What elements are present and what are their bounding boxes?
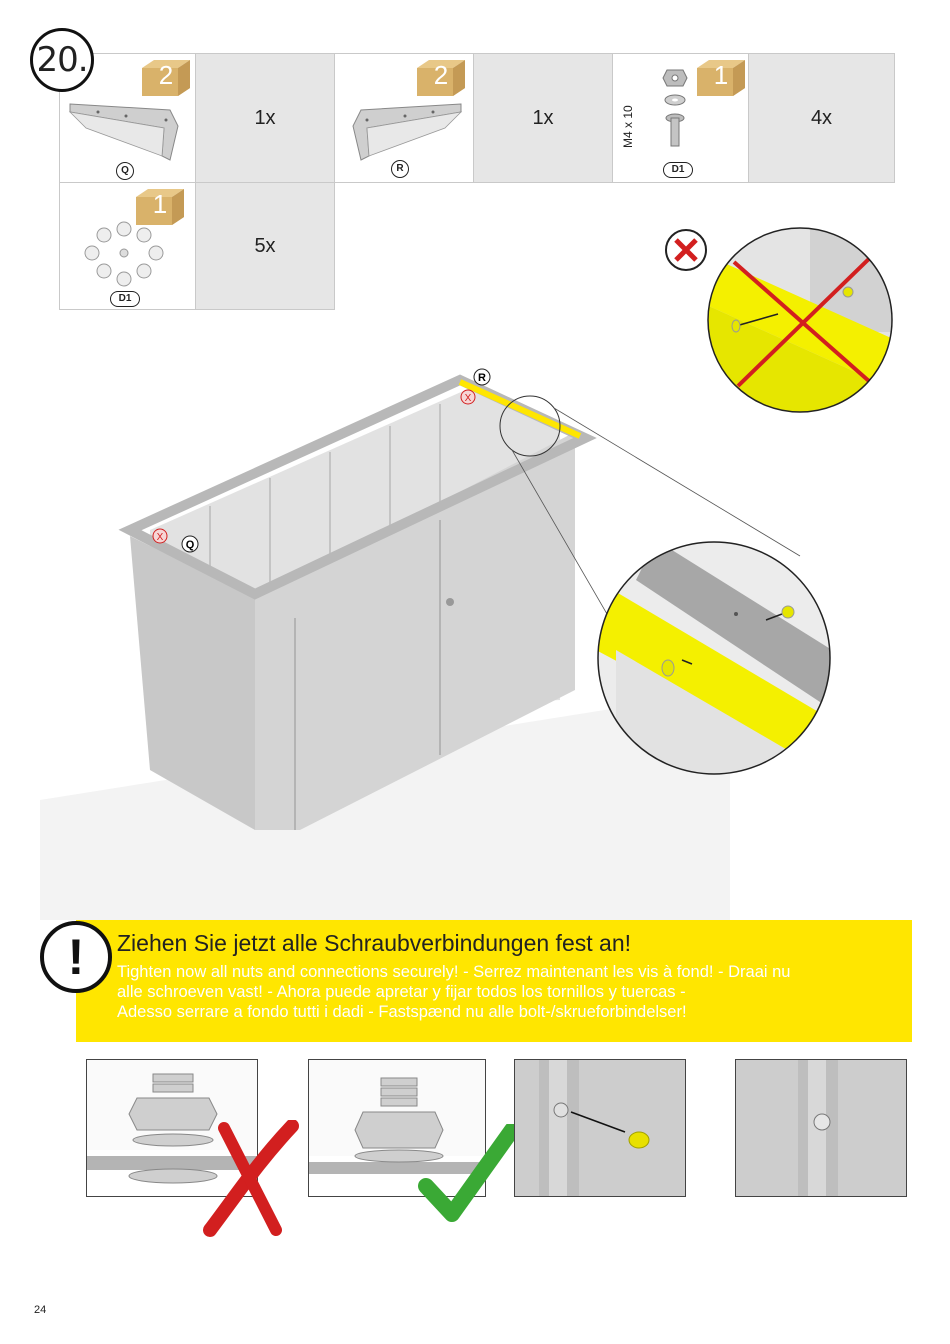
warning-line-3: Adesso serrare a fondo tutti i dadi - Fastspænd nu alle bolt-/skrueforbindelser! (117, 1003, 687, 1021)
part-label-d1-caps: D1 (110, 291, 140, 307)
part-qty-r: 1x (473, 53, 613, 183)
profile-rail-r-illustration (343, 98, 465, 168)
marker-x-right: X (464, 393, 472, 404)
step-number-badge: 20. (30, 28, 94, 92)
marker-label-q: Q (185, 539, 195, 551)
carton-box-icon: 1 (693, 58, 749, 98)
part-cell-caps (59, 182, 196, 310)
part-label-d1: D1 (663, 162, 693, 178)
part-qty-q: 1x (195, 53, 335, 183)
page-number: 24 (34, 1304, 47, 1316)
part-qty-screw-set: 4x (748, 53, 895, 183)
marker-label-r: R (478, 372, 486, 384)
carton-box-icon: 2 (413, 58, 469, 98)
part-label-q: Q (116, 162, 134, 180)
marker-x-left: X (156, 532, 164, 543)
part-qty-caps: 5x (195, 182, 335, 310)
cap-wheel-icon (76, 219, 172, 289)
correct-check-icon (418, 1124, 518, 1224)
profile-rail-q-illustration (66, 98, 186, 168)
correct-detail-illustration (596, 540, 832, 776)
screw-size-label: M4 x 10 (621, 105, 635, 148)
part-cell-screw-set (612, 53, 749, 183)
wrong-cross-icon (200, 1120, 300, 1238)
exclamation-icon: ! (40, 921, 112, 993)
carton-box-icon: 1 (132, 187, 188, 227)
photo-cap-insert (514, 1059, 686, 1197)
photo-cap-fitted (735, 1059, 907, 1197)
warning-body (117, 962, 897, 1022)
warning-line-2: alle schroeven vast! - Ahora puede apretar y fijar todos los tornillos y tuercas - (117, 983, 686, 1001)
part-label-r: R (391, 160, 409, 178)
carton-box-icon: 2 (138, 58, 194, 98)
warning-line-1: Tighten now all nuts and connections securely! - Serrez maintenant les vis à fond! - Draai nu (117, 963, 791, 981)
part-cell-r (334, 53, 474, 183)
nut-washer-bolt-icon (659, 66, 691, 156)
warning-title: Ziehen Sie jetzt alle Schraubverbindungen fest an! (117, 930, 631, 956)
